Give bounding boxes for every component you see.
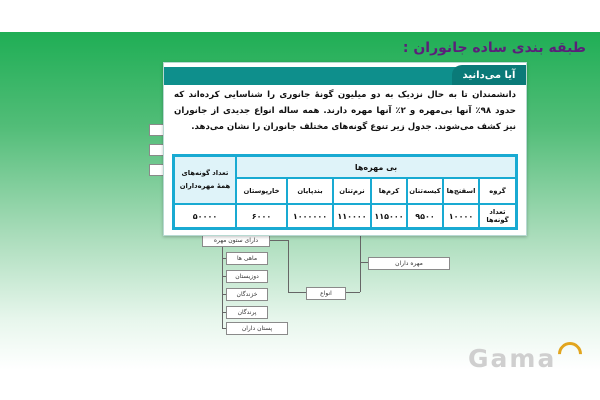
header-vertebrates: تعداد گونه‌های همهٔ مهره‌داران	[174, 156, 236, 204]
root-box: انواع	[306, 287, 346, 300]
class-box-fish: ماهی ها	[226, 252, 268, 265]
slide-title: طبقه بندی ساده جانوران :	[402, 40, 586, 56]
vertebrates-box: مهره داران	[368, 257, 450, 270]
did-you-know-card	[163, 62, 527, 236]
connector-vertical	[288, 240, 289, 292]
header-invertebrates: بی مهره‌ها	[236, 156, 516, 178]
count-echinoderms: ۶۰۰۰	[236, 204, 287, 228]
class-box-amphibians: دوزیستان	[226, 270, 268, 283]
top-margin	[0, 0, 600, 32]
class-box-mammals: پستان داران	[226, 322, 288, 335]
backbone-box: دارای ستون مهره	[202, 234, 270, 247]
connector-root	[288, 292, 306, 293]
card-tab-label: آیا می‌دانید	[452, 65, 526, 85]
col-arthropods: بندپایان	[287, 178, 333, 204]
connector-backbone	[268, 240, 288, 241]
col-echinoderms: خارپوستان	[236, 178, 287, 204]
count-worms: ۱۱۵۰۰۰	[371, 204, 407, 228]
connector-right-vertical	[360, 234, 361, 292]
connector-root-right	[344, 292, 360, 293]
cell-vertebrate-count: ۵۰۰۰۰	[174, 204, 236, 228]
logo-text: Gama	[468, 344, 557, 373]
row-label-count: تعداد گونه‌ها	[479, 204, 516, 228]
count-sponges: ۱۰۰۰۰	[443, 204, 479, 228]
col-mollusks: نرم‌تنان	[333, 178, 371, 204]
row-label-group: گروه	[479, 178, 516, 204]
class-box-birds: پرندگان	[226, 306, 268, 319]
class-box-reptiles: خزندگان	[226, 288, 268, 301]
col-worms: کرم‌ها	[371, 178, 407, 204]
connector-vertebrates	[360, 262, 368, 263]
col-sponges: اسفنج‌ها	[443, 178, 479, 204]
count-mollusks: ۱۱۰۰۰۰	[333, 204, 371, 228]
species-table	[172, 154, 518, 230]
count-cnidarians: ۹۵۰۰	[407, 204, 443, 228]
count-arthropods: ۱۰۰۰۰۰۰	[287, 204, 333, 228]
card-paragraph: دانشمندان تا به حال نزدیک به دو میلیون گونهٔ جانوری را شناسایی کرده‌اند که حدود ۹۸٪ آنها بی‌مهره و ۲٪ آنها مهره دارند. همه ساله انواع جدیدی از جانوران نیز کشف می‌شوند. جدول زیر تنوع گونه‌های مختلف جانوران را نشان می‌دهد.	[174, 90, 516, 132]
gama-logo	[468, 342, 580, 376]
col-cnidarians: کیسه‌تنان	[407, 178, 443, 204]
diagram-trunk-line	[222, 236, 223, 328]
